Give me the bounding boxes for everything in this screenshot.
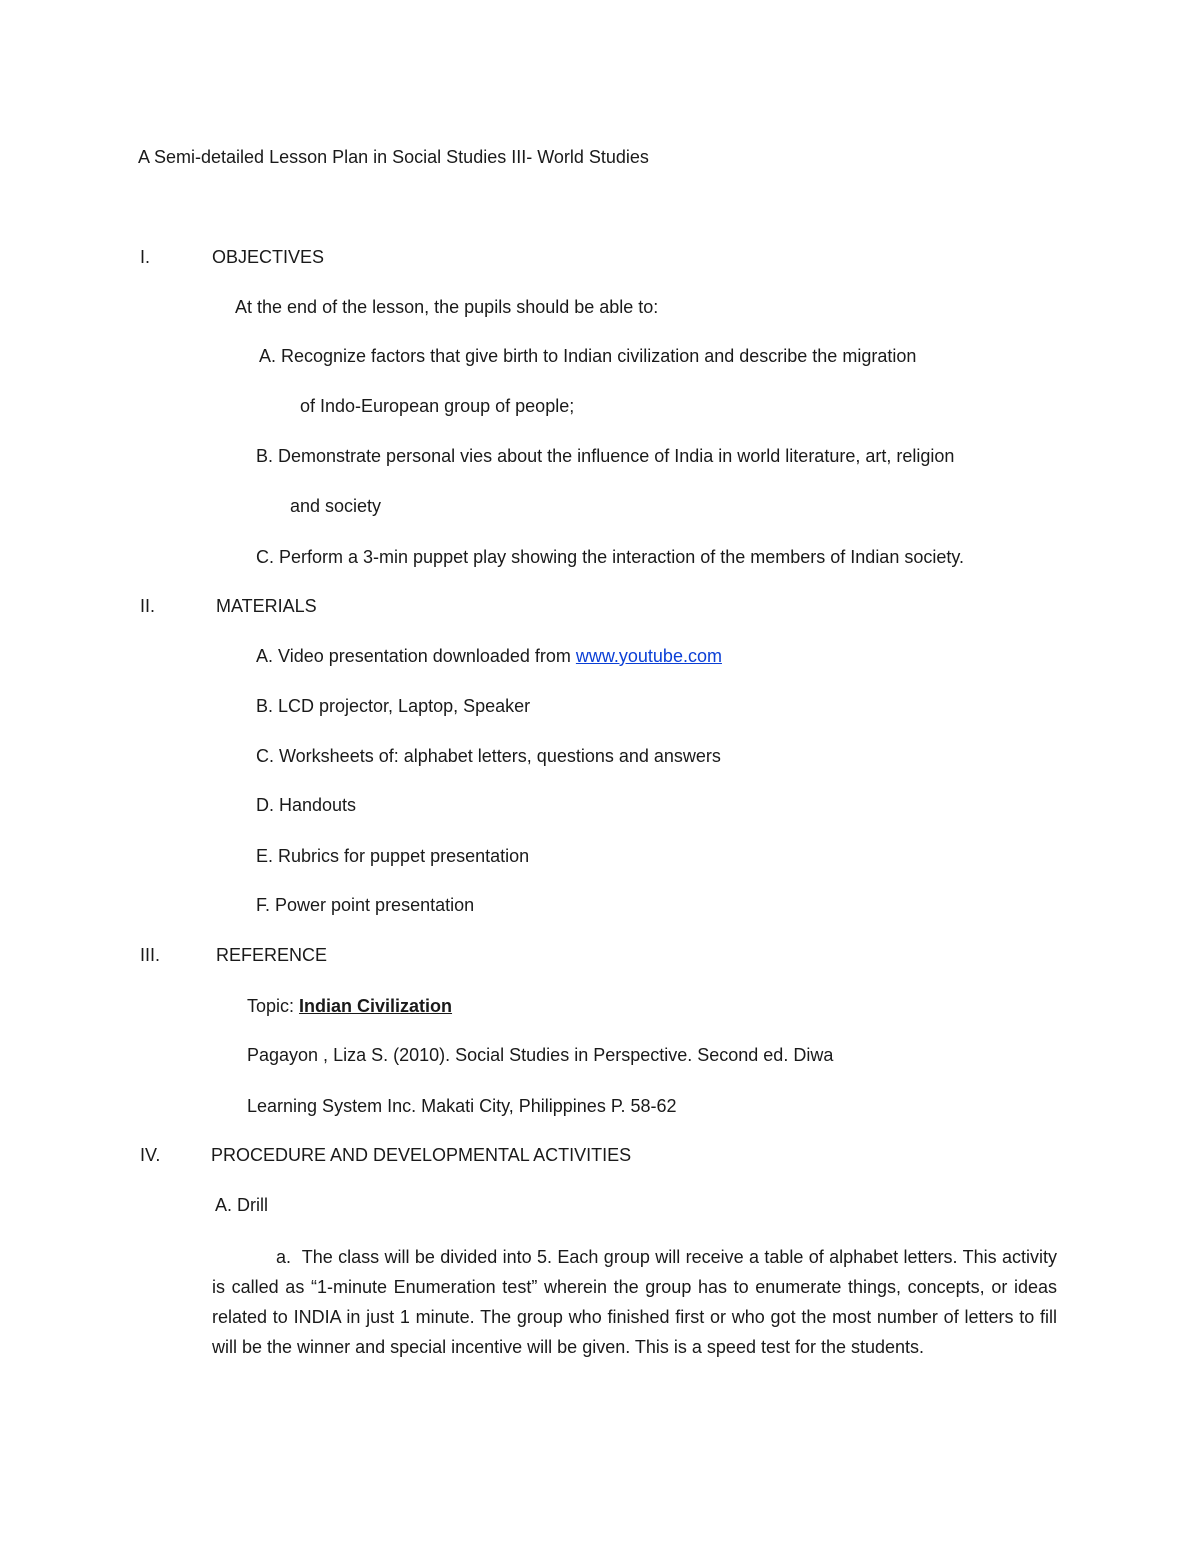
material-a-text: A. Video presentation downloaded from <box>256 646 576 666</box>
objective-a-line2: of Indo-European group of people; <box>300 396 575 416</box>
section-heading-objectives: OBJECTIVES <box>212 247 325 267</box>
topic-label: Topic: <box>247 996 300 1016</box>
section-heading-materials: MATERIALS <box>216 596 317 616</box>
material-d: D. Handouts <box>256 795 357 815</box>
document-title: A Semi-detailed Lesson Plan in Social Studies III- World Studies <box>138 147 649 167</box>
topic-value: Indian Civilization <box>299 996 453 1016</box>
material-f: F. Power point presentation <box>256 895 475 915</box>
section-numeral-objectives: I. <box>140 247 151 267</box>
material-c: C. Worksheets of: alphabet letters, questions and answers <box>256 746 721 766</box>
objective-b-line1: B. Demonstrate personal vies about the influence of India in world literature, art, religion <box>256 446 955 466</box>
section-heading-procedure: PROCEDURE AND DEVELOPMENTAL ACTIVITIES <box>211 1145 632 1165</box>
objective-b-line2: and society <box>290 496 382 516</box>
reference-topic <box>247 995 452 1017</box>
section-heading-reference: REFERENCE <box>216 945 328 965</box>
material-b: B. LCD projector, Laptop, Speaker <box>256 696 531 716</box>
objectives-intro: At the end of the lesson, the pupils should be able to: <box>235 297 659 317</box>
youtube-link[interactable]: www.youtube.com <box>575 646 722 666</box>
section-numeral-reference: III. <box>140 945 161 965</box>
section-numeral-procedure: IV. <box>140 1145 161 1165</box>
reference-citation-line2: Learning System Inc. Makati City, Philippines P. 58-62 <box>247 1096 677 1116</box>
material-a <box>256 645 722 667</box>
drill-item-a-text: The class will be divided into 5. Each group will receive a table of alphabet letters. This activity is called as “1-minute Enumeration test” wherein the group has to enumerate things, concepts, or ideas related to INDIA in just 1 minute. The group who finished first or who got the most number of letters to fill will be the winner and special incentive will be given. This is a speed test for the students. <box>212 1247 1057 1357</box>
procedure-subheading-drill: A. Drill <box>215 1195 268 1215</box>
drill-item-a-marker: a. <box>276 1247 292 1267</box>
section-numeral-materials: II. <box>140 596 156 616</box>
objective-c-line1: C. Perform a 3-min puppet play showing the interaction of the members of Indian society. <box>256 547 965 567</box>
objective-a-line1: A. Recognize factors that give birth to Indian civilization and describe the migration <box>259 346 917 366</box>
reference-citation-line1: Pagayon , Liza S. (2010). Social Studies in Perspective. Second ed. Diwa <box>247 1045 834 1065</box>
drill-item-a-paragraph <box>212 1242 1057 1362</box>
material-e: E. Rubrics for puppet presentation <box>256 846 530 866</box>
